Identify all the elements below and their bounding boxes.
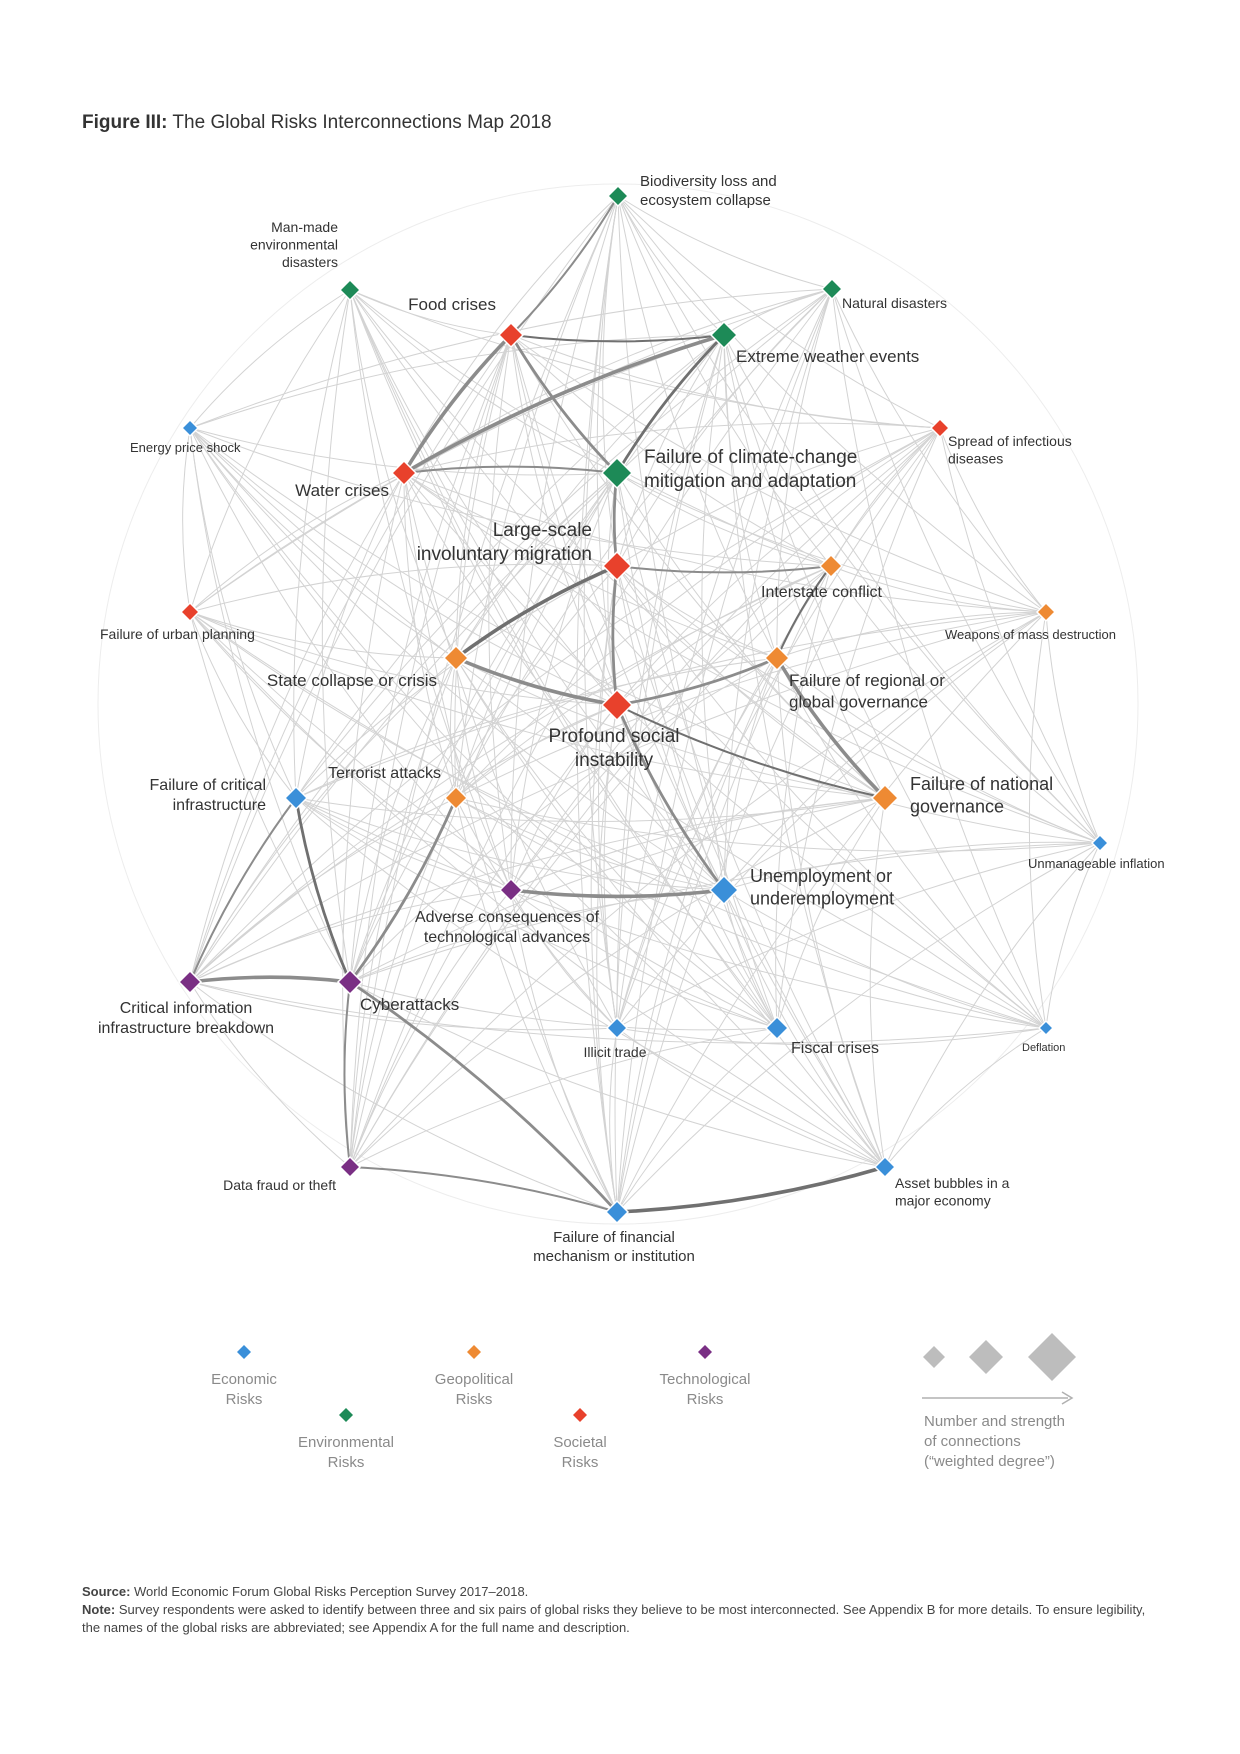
illicit-label xyxy=(583,1044,646,1060)
energy-label-line: Energy price shock xyxy=(130,440,241,455)
adverse-label-line: technological advances xyxy=(423,929,591,946)
social-label-line: instability xyxy=(574,749,654,771)
extreme-label xyxy=(736,347,919,366)
legend-label-line: Risks xyxy=(455,1391,493,1408)
urban-label-line: Failure of urban planning xyxy=(100,626,255,642)
urban-label xyxy=(100,626,255,642)
edge-natural-deflation xyxy=(832,289,1046,1028)
legend-label-line: Technological xyxy=(659,1371,751,1388)
migration-label-line: involuntary migration xyxy=(416,543,592,565)
edge-water-terrorist xyxy=(404,473,456,798)
edge-water-datafraud xyxy=(343,473,404,1167)
edge-manmade-energy xyxy=(190,290,350,428)
edge-unemployment-deflation xyxy=(724,890,1046,1028)
infrastructure-label-line: infrastructure xyxy=(172,797,266,814)
migration-label-line: Large-scale xyxy=(492,520,592,541)
source-text: World Economic Forum Global Risks Perception Survey 2017–2018. xyxy=(130,1584,529,1599)
illicit-label-line: Illicit trade xyxy=(583,1044,647,1060)
edge-biodiversity-natural xyxy=(618,196,832,289)
asset-node[interactable] xyxy=(875,1157,895,1177)
biodiversity-label xyxy=(640,173,777,209)
legend-label-line: Risks xyxy=(327,1454,365,1471)
edge-wmd-datafraud xyxy=(350,612,1046,1167)
strong-edge-cyber-critinfo xyxy=(190,977,350,982)
size-legend-label-line: (“weighted degree”) xyxy=(924,1453,1055,1470)
regional-label-line: global governance xyxy=(789,692,928,712)
manmade-label-line: disasters xyxy=(281,254,338,270)
legend-environmental-swatch xyxy=(339,1408,353,1422)
infrastructure-label xyxy=(150,777,267,814)
legend-economic-swatch xyxy=(237,1345,251,1359)
water-label-line: Water crises xyxy=(295,481,389,500)
regional-label xyxy=(789,671,945,711)
strong-edge-financial-datafraud xyxy=(350,1167,617,1212)
note-text: Survey respondents were asked to identify between three and six pairs of global risks they believe to be most interconnected. See Appendix B for more details. To ensure legibility, the names of the global risks are abbreviated; see Appendix A for the full name and description. xyxy=(82,1602,1146,1635)
edge-fiscal-datafraud xyxy=(350,1028,777,1167)
financial-label-line: Failure of financial xyxy=(553,1229,675,1246)
financial-label xyxy=(533,1229,695,1265)
social-label-line: Profound social xyxy=(548,726,680,747)
unemployment-label-line: underemployment xyxy=(750,888,895,909)
legend-societal-swatch xyxy=(573,1408,587,1422)
interstate-label-line: Interstate conflict xyxy=(761,584,882,601)
migration-node[interactable] xyxy=(603,552,631,580)
legend-label-line: Economic xyxy=(211,1371,277,1388)
strong-edge-food-water xyxy=(404,335,511,473)
deflation-label xyxy=(1022,1042,1065,1054)
statecollapse-label-line: State collapse or crisis xyxy=(266,671,437,690)
inflation-label xyxy=(1028,856,1165,871)
terrorist-label xyxy=(328,765,441,782)
cyber-label-line: Cyberattacks xyxy=(360,995,460,1014)
strong-edge-financial-cyber xyxy=(350,982,617,1212)
note-label: Note: xyxy=(82,1602,116,1617)
biodiversity-label-line: ecosystem collapse xyxy=(640,191,771,209)
natural-label xyxy=(842,295,947,311)
datafraud-label-line: Data fraud or theft xyxy=(223,1177,336,1193)
deflation-label-line: Deflation xyxy=(1022,1042,1066,1054)
fiscal-label-line: Fiscal crises xyxy=(791,1040,880,1057)
edge-natural-inflation xyxy=(832,289,1100,843)
datafraud-label xyxy=(223,1177,336,1193)
social-label xyxy=(549,726,680,771)
national-label-line: Failure of national xyxy=(910,774,1054,794)
asset-label xyxy=(895,1175,1010,1209)
infrastructure-label-line: Failure of critical xyxy=(149,777,266,794)
strong-edge-cyber-datafraud xyxy=(344,982,350,1167)
financial-label-line: mechanism or institution xyxy=(533,1247,695,1265)
figure-number: Figure III: xyxy=(82,112,168,133)
legend-technological-swatch xyxy=(698,1345,712,1359)
edge-inflation-asset xyxy=(885,843,1100,1167)
size-legend-diamond-2 xyxy=(969,1340,1003,1374)
legend-label-line: Societal xyxy=(553,1434,607,1451)
national-label xyxy=(910,774,1053,817)
edge-migration-urban xyxy=(190,564,617,612)
climate-label-line: mitigation and adaptation xyxy=(644,470,857,492)
manmade-label xyxy=(250,219,338,270)
legend-label-line: Geopolitical xyxy=(434,1371,514,1388)
legend-label-line: Environmental xyxy=(298,1434,394,1451)
regional-label-line: Failure of regional or xyxy=(789,671,945,690)
size-legend-label-line: Number and strength xyxy=(924,1413,1065,1430)
edge-extreme-illicit xyxy=(617,335,724,1028)
adverse-label-line: Adverse consequences of xyxy=(414,909,600,926)
extreme-label-line: Extreme weather events xyxy=(736,347,920,366)
fiscal-label xyxy=(791,1040,879,1057)
edge-energy-infrastructure xyxy=(190,428,296,798)
legend-economic-label xyxy=(211,1371,277,1408)
interstate-label xyxy=(761,584,883,601)
footer-notes xyxy=(82,1583,1162,1637)
source-label: Source: xyxy=(82,1584,131,1599)
legend-label-line: Risks xyxy=(686,1391,724,1408)
infectious-label xyxy=(948,433,1072,467)
legend-environmental-label xyxy=(298,1434,394,1471)
strong-edge-infrastructure-cyber xyxy=(296,798,350,982)
unemployment-label-line: Unemployment or xyxy=(750,866,893,886)
terrorist-label-line: Terrorist attacks xyxy=(328,765,441,782)
critinfo-label xyxy=(98,1000,274,1037)
inflation-label-line: Unmanageable inflation xyxy=(1028,856,1165,871)
note-line xyxy=(82,1601,1162,1637)
infectious-label-line: Spread of infectious xyxy=(948,433,1072,449)
edge-energy-urban xyxy=(183,428,190,612)
strong-edge-infrastructure-critinfo xyxy=(190,798,296,982)
asset-label-line: major economy xyxy=(895,1192,991,1209)
edge-terrorist-datafraud xyxy=(350,798,456,1167)
critinfo-label-line: Critical information xyxy=(119,1000,253,1017)
natural-label-line: Natural disasters xyxy=(842,295,948,311)
figure-title-text: The Global Risks Interconnections Map 2018 xyxy=(167,112,552,133)
legend-geopolitical-label xyxy=(435,1371,513,1408)
size-legend-diamond-1 xyxy=(923,1346,945,1368)
manmade-label-line: Man-made xyxy=(271,219,338,235)
food-label-line: Food crises xyxy=(408,295,496,314)
social-node[interactable] xyxy=(602,690,632,720)
water-node[interactable] xyxy=(392,461,416,485)
statecollapse-label xyxy=(267,671,437,690)
unemployment-label xyxy=(750,866,894,909)
risk-labels xyxy=(98,173,1165,1265)
edge-wmd-inflation xyxy=(1046,612,1100,843)
legend-technological-label xyxy=(660,1371,751,1408)
edge-natural-wmd xyxy=(832,289,1046,612)
legend-label-line: Risks xyxy=(561,1454,599,1471)
edge-manmade-social xyxy=(350,290,617,705)
legend-label-line: Risks xyxy=(225,1391,263,1408)
legend xyxy=(211,1333,1076,1471)
manmade-label-line: environmental xyxy=(250,236,338,253)
biodiversity-label-line: Biodiversity loss and xyxy=(640,173,777,190)
climate-label-line: Failure of climate-change xyxy=(644,447,858,468)
national-label-line: governance xyxy=(910,796,1005,817)
legend-geopolitical-swatch xyxy=(467,1345,481,1359)
wmd-label xyxy=(945,627,1116,642)
size-legend-label-line: of connections xyxy=(924,1433,1021,1450)
water-label xyxy=(295,481,389,500)
edge-manmade-unemployment xyxy=(350,290,724,890)
size-legend-diamond-3 xyxy=(1028,1333,1076,1381)
size-legend-label xyxy=(924,1413,1065,1470)
energy-label xyxy=(130,440,241,455)
infectious-label-line: diseases xyxy=(948,450,1004,467)
source-line xyxy=(82,1583,1162,1601)
edge-interstate-fiscal xyxy=(776,566,831,1028)
strong-edge-financial-asset xyxy=(617,1167,885,1212)
asset-label-line: Asset bubbles in a xyxy=(895,1175,1010,1191)
food-label xyxy=(408,295,496,314)
wmd-label-line: Weapons of mass destruction xyxy=(945,627,1117,642)
migration-label xyxy=(417,520,592,565)
critinfo-label-line: infrastructure breakdown xyxy=(97,1020,275,1037)
cyber-label xyxy=(360,995,459,1014)
legend-societal-label xyxy=(553,1434,606,1471)
